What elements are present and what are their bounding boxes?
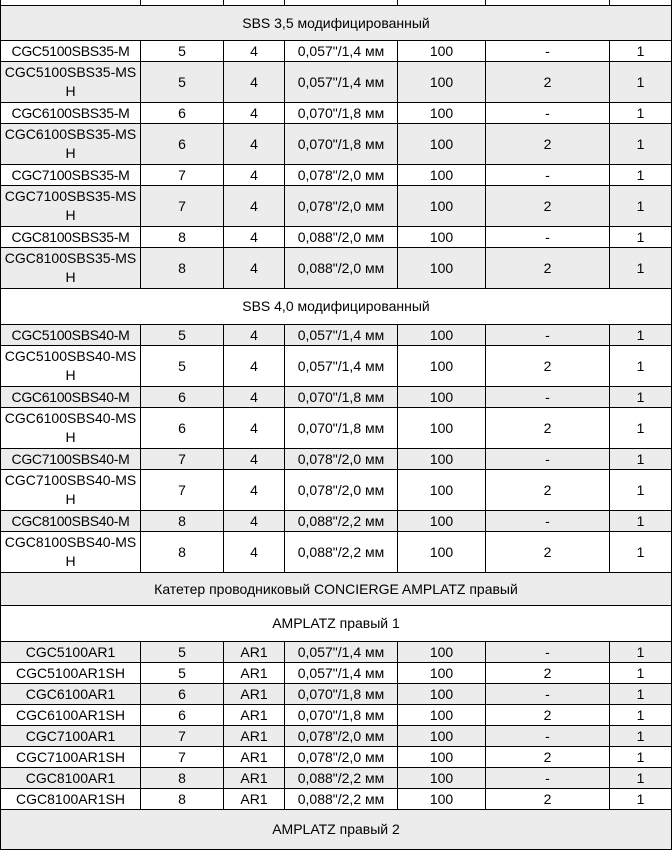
length-cell: 100	[398, 124, 486, 165]
length-cell: 100	[398, 408, 486, 449]
inner-diameter-cell: 0,070"/1,8 мм	[285, 124, 398, 165]
size-cell: 5	[141, 663, 224, 684]
quantity-cell: 1	[610, 346, 672, 387]
table-row	[1, 705, 672, 726]
product-code-cell: CGC5100SBS40-M	[1, 325, 141, 346]
product-code-cell: CGC6100SBS35-MSH	[1, 124, 141, 165]
table-row	[1, 103, 672, 124]
quantity-cell: 1	[610, 408, 672, 449]
side-holes-cell: -	[486, 227, 610, 248]
length-cell: 100	[398, 186, 486, 227]
size-cell: 7	[141, 186, 224, 227]
side-holes-cell: 2	[486, 747, 610, 768]
curve-cell: 4	[224, 346, 285, 387]
length-cell: 100	[398, 227, 486, 248]
product-code-cell: CGC7100AR1SH	[1, 747, 141, 768]
size-cell: 7	[141, 726, 224, 747]
quantity-cell: 1	[610, 789, 672, 810]
product-code-cell: CGC8100AR1SH	[1, 789, 141, 810]
product-code-cell: CGC7100SBS40-M	[1, 449, 141, 470]
inner-diameter-cell: 0,070"/1,8 мм	[285, 408, 398, 449]
size-cell: 5	[141, 62, 224, 103]
product-code-cell: CGC5100AR1SH	[1, 663, 141, 684]
side-holes-cell: -	[486, 768, 610, 789]
curve-cell: 4	[224, 41, 285, 62]
section-header-row	[1, 6, 672, 41]
inner-diameter-cell: 0,088"/2,0 мм	[285, 227, 398, 248]
length-cell: 100	[398, 325, 486, 346]
curve-cell: AR1	[224, 768, 285, 789]
side-holes-cell: 2	[486, 663, 610, 684]
curve-cell: 4	[224, 62, 285, 103]
curve-cell: AR1	[224, 747, 285, 768]
side-holes-cell: -	[486, 325, 610, 346]
inner-diameter-cell: 0,078"/2,0 мм	[285, 449, 398, 470]
size-cell: 5	[141, 642, 224, 663]
length-cell: 100	[398, 789, 486, 810]
table-row	[1, 663, 672, 684]
inner-diameter-cell: 0,088"/2,2 мм	[285, 532, 398, 573]
side-holes-cell: 2	[486, 124, 610, 165]
product-code-cell: CGC5100SBS40-MSH	[1, 346, 141, 387]
side-holes-cell: 2	[486, 408, 610, 449]
side-holes-cell: -	[486, 387, 610, 408]
inner-diameter-cell: 0,057"/1,4 мм	[285, 325, 398, 346]
product-code-cell: CGC8100SBS35-M	[1, 227, 141, 248]
curve-cell: 4	[224, 470, 285, 511]
section-title: Катетер проводниковый CONCIERGE AMPLATZ правый	[1, 573, 672, 606]
side-holes-cell: 2	[486, 62, 610, 103]
size-cell: 7	[141, 449, 224, 470]
length-cell: 100	[398, 470, 486, 511]
curve-cell: AR1	[224, 789, 285, 810]
length-cell: 100	[398, 747, 486, 768]
inner-diameter-cell: 0,070"/1,8 мм	[285, 103, 398, 124]
table-row	[1, 470, 672, 511]
quantity-cell: 1	[610, 325, 672, 346]
table-row	[1, 346, 672, 387]
section-header-row	[1, 606, 672, 642]
product-code-cell: CGC7100SBS35-M	[1, 165, 141, 186]
inner-diameter-cell: 0,057"/1,4 мм	[285, 642, 398, 663]
product-code-cell: CGC6100SBS40-M	[1, 387, 141, 408]
size-cell: 8	[141, 532, 224, 573]
side-holes-cell: 2	[486, 346, 610, 387]
table-row	[1, 532, 672, 573]
quantity-cell: 1	[610, 768, 672, 789]
side-holes-cell: -	[486, 165, 610, 186]
table-row	[1, 726, 672, 747]
quantity-cell: 1	[610, 726, 672, 747]
section-title: AMPLATZ правый 2	[1, 810, 672, 850]
quantity-cell: 1	[610, 124, 672, 165]
product-code-cell: CGC5100SBS35-M	[1, 41, 141, 62]
section-title: SBS 4,0 модифицированный	[1, 289, 672, 325]
length-cell: 100	[398, 726, 486, 747]
table-row	[1, 325, 672, 346]
length-cell: 100	[398, 768, 486, 789]
product-code-cell: CGC5100SBS35-MSH	[1, 62, 141, 103]
section-title: SBS 3,5 модифицированный	[1, 6, 672, 41]
length-cell: 100	[398, 165, 486, 186]
table-row	[1, 41, 672, 62]
quantity-cell: 1	[610, 165, 672, 186]
length-cell: 100	[398, 663, 486, 684]
curve-cell: 4	[224, 186, 285, 227]
table-row	[1, 747, 672, 768]
product-code-cell: CGC6100AR1SH	[1, 705, 141, 726]
table-row	[1, 186, 672, 227]
curve-cell: AR1	[224, 684, 285, 705]
side-holes-cell: 2	[486, 470, 610, 511]
product-code-cell: CGC8100AR1	[1, 768, 141, 789]
table-row	[1, 387, 672, 408]
length-cell: 100	[398, 642, 486, 663]
table-row	[1, 165, 672, 186]
inner-diameter-cell: 0,078"/2,0 мм	[285, 470, 398, 511]
inner-diameter-cell: 0,057"/1,4 мм	[285, 41, 398, 62]
size-cell: 7	[141, 470, 224, 511]
quantity-cell: 1	[610, 684, 672, 705]
side-holes-cell: -	[486, 511, 610, 532]
size-cell: 8	[141, 789, 224, 810]
section-header-row	[1, 573, 672, 606]
inner-diameter-cell: 0,088"/2,2 мм	[285, 511, 398, 532]
table-row	[1, 227, 672, 248]
side-holes-cell: -	[486, 449, 610, 470]
length-cell: 100	[398, 248, 486, 289]
curve-cell: AR1	[224, 705, 285, 726]
size-cell: 5	[141, 325, 224, 346]
section-header-row	[1, 810, 672, 850]
quantity-cell: 1	[610, 642, 672, 663]
length-cell: 100	[398, 346, 486, 387]
product-code-cell: CGC6100SBS35-M	[1, 103, 141, 124]
quantity-cell: 1	[610, 62, 672, 103]
table-row	[1, 511, 672, 532]
curve-cell: 4	[224, 449, 285, 470]
curve-cell: AR1	[224, 663, 285, 684]
length-cell: 100	[398, 532, 486, 573]
side-holes-cell: 2	[486, 532, 610, 573]
size-cell: 8	[141, 511, 224, 532]
inner-diameter-cell: 0,070"/1,8 мм	[285, 684, 398, 705]
size-cell: 6	[141, 124, 224, 165]
product-code-cell: CGC6100SBS40-MSH	[1, 408, 141, 449]
curve-cell: 4	[224, 408, 285, 449]
curve-cell: 4	[224, 103, 285, 124]
length-cell: 100	[398, 387, 486, 408]
table-row	[1, 768, 672, 789]
length-cell: 100	[398, 705, 486, 726]
quantity-cell: 1	[610, 747, 672, 768]
product-code-cell: CGC8100SBS40-M	[1, 511, 141, 532]
size-cell: 7	[141, 747, 224, 768]
curve-cell: 4	[224, 165, 285, 186]
table-row	[1, 642, 672, 663]
inner-diameter-cell: 0,078"/2,0 мм	[285, 747, 398, 768]
size-cell: 6	[141, 705, 224, 726]
product-code-cell: CGC8100SBS35-MSH	[1, 248, 141, 289]
table-row	[1, 62, 672, 103]
quantity-cell: 1	[610, 532, 672, 573]
table-row	[1, 408, 672, 449]
catalog-table-body	[1, 0, 672, 850]
table-row	[1, 684, 672, 705]
product-code-cell: CGC7100SBS35-MSH	[1, 186, 141, 227]
size-cell: 5	[141, 41, 224, 62]
length-cell: 100	[398, 41, 486, 62]
size-cell: 6	[141, 387, 224, 408]
inner-diameter-cell: 0,057"/1,4 мм	[285, 62, 398, 103]
size-cell: 7	[141, 165, 224, 186]
quantity-cell: 1	[610, 248, 672, 289]
curve-cell: 4	[224, 325, 285, 346]
table-row	[1, 789, 672, 810]
size-cell: 8	[141, 227, 224, 248]
side-holes-cell: -	[486, 726, 610, 747]
size-cell: 5	[141, 346, 224, 387]
quantity-cell: 1	[610, 449, 672, 470]
length-cell: 100	[398, 511, 486, 532]
side-holes-cell: -	[486, 103, 610, 124]
table-row	[1, 248, 672, 289]
product-code-cell: CGC8100SBS40-MSH	[1, 532, 141, 573]
curve-cell: 4	[224, 532, 285, 573]
quantity-cell: 1	[610, 705, 672, 726]
side-holes-cell: 2	[486, 705, 610, 726]
quantity-cell: 1	[610, 663, 672, 684]
curve-cell: 4	[224, 248, 285, 289]
product-code-cell: CGC6100AR1	[1, 684, 141, 705]
curve-cell: AR1	[224, 642, 285, 663]
section-header-row	[1, 289, 672, 325]
inner-diameter-cell: 0,078"/2,0 мм	[285, 726, 398, 747]
quantity-cell: 1	[610, 103, 672, 124]
side-holes-cell: 2	[486, 186, 610, 227]
size-cell: 6	[141, 103, 224, 124]
product-code-cell: CGC5100AR1	[1, 642, 141, 663]
table-row	[1, 449, 672, 470]
curve-cell: 4	[224, 124, 285, 165]
side-holes-cell: -	[486, 642, 610, 663]
length-cell: 100	[398, 62, 486, 103]
curve-cell: 4	[224, 511, 285, 532]
product-code-cell: CGC7100AR1	[1, 726, 141, 747]
length-cell: 100	[398, 449, 486, 470]
product-code-cell: CGC7100SBS40-MSH	[1, 470, 141, 511]
size-cell: 6	[141, 684, 224, 705]
table-row	[1, 124, 672, 165]
inner-diameter-cell: 0,070"/1,8 мм	[285, 387, 398, 408]
quantity-cell: 1	[610, 227, 672, 248]
side-holes-cell: 2	[486, 248, 610, 289]
inner-diameter-cell: 0,057"/1,4 мм	[285, 663, 398, 684]
inner-diameter-cell: 0,057"/1,4 мм	[285, 346, 398, 387]
quantity-cell: 1	[610, 41, 672, 62]
inner-diameter-cell: 0,088"/2,0 мм	[285, 248, 398, 289]
inner-diameter-cell: 0,070"/1,8 мм	[285, 705, 398, 726]
curve-cell: AR1	[224, 726, 285, 747]
side-holes-cell: -	[486, 684, 610, 705]
quantity-cell: 1	[610, 470, 672, 511]
size-cell: 8	[141, 768, 224, 789]
length-cell: 100	[398, 103, 486, 124]
quantity-cell: 1	[610, 387, 672, 408]
size-cell: 8	[141, 248, 224, 289]
side-holes-cell: -	[486, 41, 610, 62]
side-holes-cell: 2	[486, 789, 610, 810]
quantity-cell: 1	[610, 511, 672, 532]
inner-diameter-cell: 0,078"/2,0 мм	[285, 165, 398, 186]
inner-diameter-cell: 0,088"/2,2 мм	[285, 768, 398, 789]
quantity-cell: 1	[610, 186, 672, 227]
inner-diameter-cell: 0,088"/2,2 мм	[285, 789, 398, 810]
section-title: AMPLATZ правый 1	[1, 606, 672, 642]
inner-diameter-cell: 0,078"/2,0 мм	[285, 186, 398, 227]
size-cell: 6	[141, 408, 224, 449]
length-cell: 100	[398, 684, 486, 705]
curve-cell: 4	[224, 387, 285, 408]
curve-cell: 4	[224, 227, 285, 248]
